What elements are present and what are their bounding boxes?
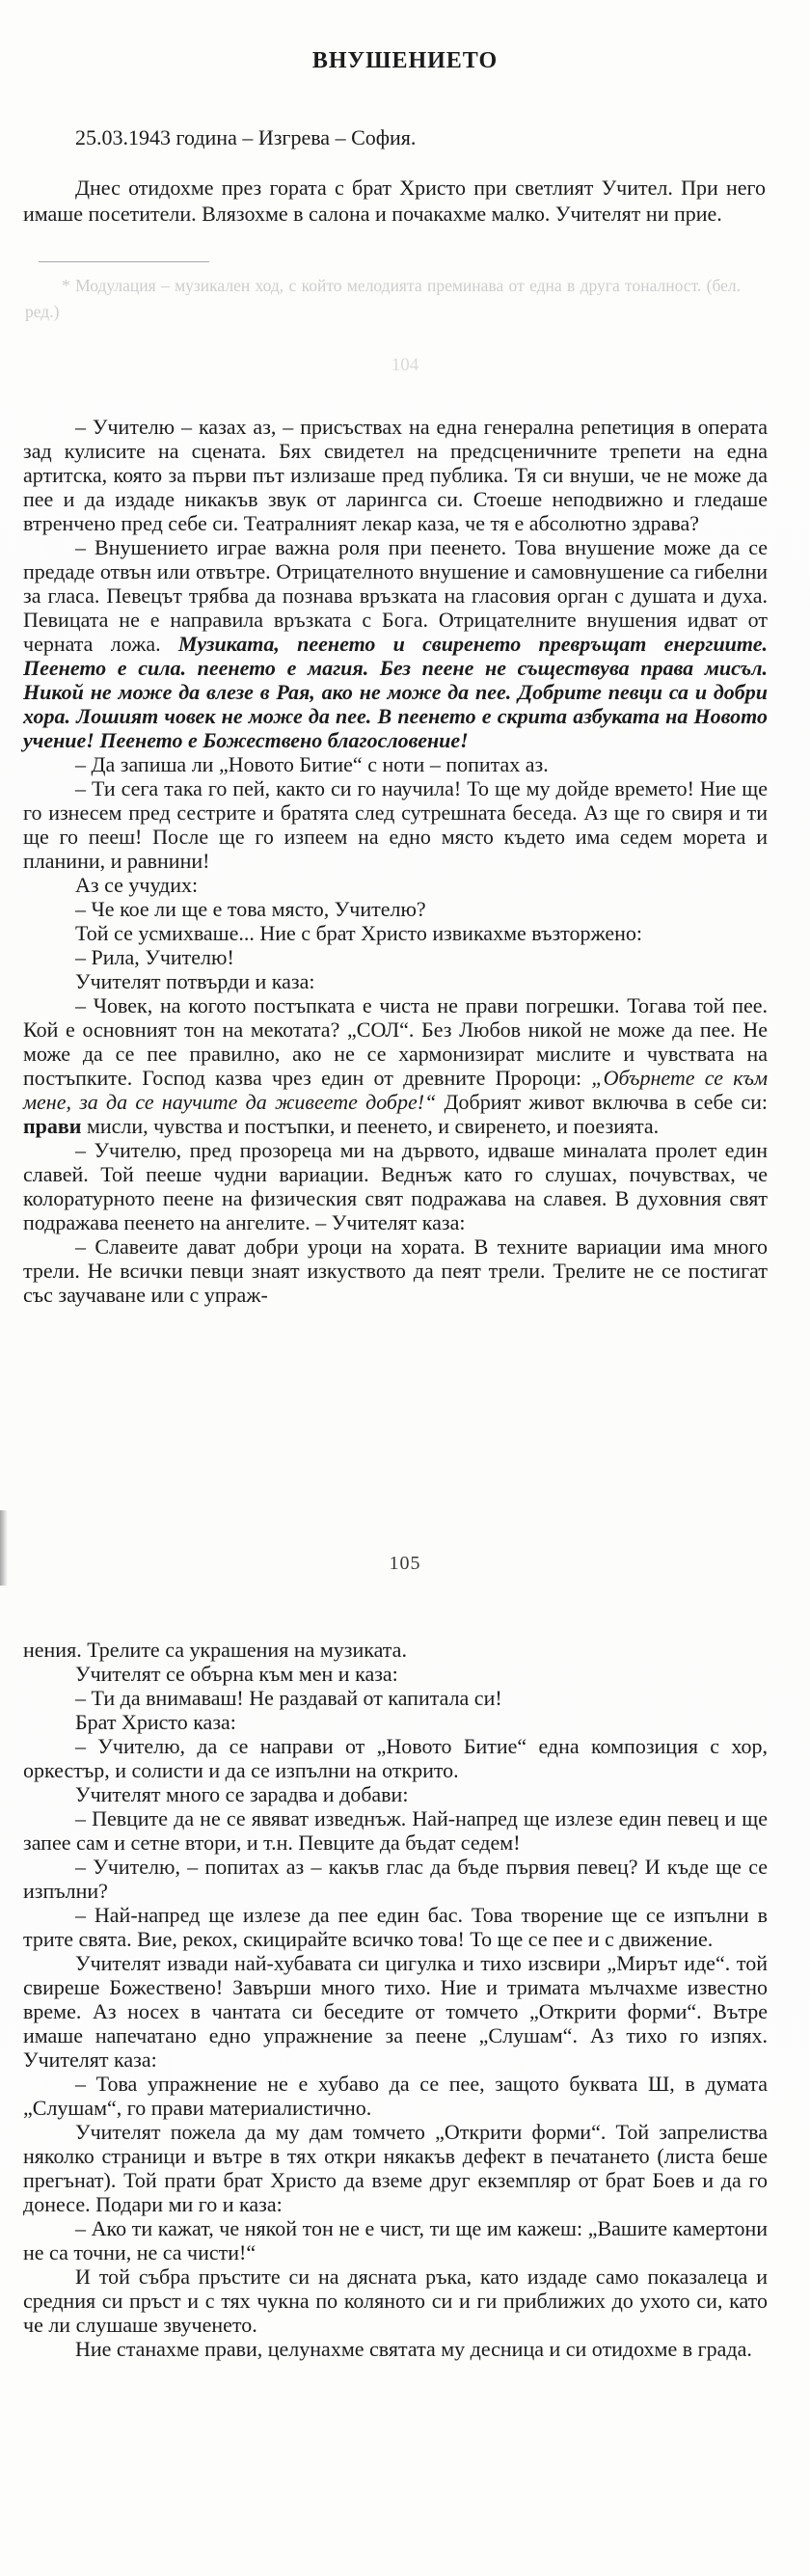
text-run: Учителят потвърди и каза: bbox=[75, 969, 315, 993]
text-run: Учителят пожела да му дам томчето „Открити форми“. Той запрелиства няколко страници и вътре в тях откри някакъв дефект в печатането (листа беше прегънат). Той прати брат Христо да вземе друг екземпляр от брат Боев и да го донесе. Подари ми го и каза: bbox=[23, 2120, 768, 2216]
paragraph bbox=[23, 776, 768, 873]
paragraph bbox=[23, 1234, 768, 1307]
text-run: Учителят се обърна към мен и каза: bbox=[75, 1662, 398, 1686]
text-run: мисли, чувства и постъпки, и пеенето, и свиренето, и поезията. bbox=[81, 1114, 660, 1138]
paragraph bbox=[23, 873, 768, 897]
paragraph bbox=[23, 921, 768, 945]
paragraph bbox=[23, 2072, 768, 2120]
text-run: – Учителю – казах аз, – присъствах на една генерална репетиция в операта зад кулисите на сцената. Бях свидетел на предсценичните трепети на една артитска, която за първи път излизаше пред публика. Тя си внуши, че не може да пее и да издаде никакъв звук от ларингса си. Стоеше неподвижно и гледаше втренчено пред себе си. Театралният лекар каза, че тя е абсолютно здрава? bbox=[23, 415, 768, 535]
text-run: – Певците да не се явяват изведнъж. Най-напред ще излезе един певец и ще запее сам и сетне втори, и т.н. Певците да бъдат седем! bbox=[23, 1806, 768, 1855]
paragraph bbox=[23, 2120, 768, 2216]
intro-paragraph: Днес отидохме през гората с брат Христо при светлият Учител. При него имаше посетители. Влязохме в салона и почакахме малко. Учителят ни прие. bbox=[23, 176, 766, 226]
paragraph bbox=[23, 897, 768, 921]
paragraph bbox=[23, 1138, 768, 1234]
dateline: 25.03.1943 година – Изгрева – София. bbox=[75, 125, 417, 149]
text-run: нения. Трелите са украшения на музиката. bbox=[23, 1638, 407, 1662]
paragraph bbox=[23, 1686, 768, 1710]
text-run: – Ти да внимаваш! Не раздавай от капитала си! bbox=[75, 1686, 502, 1710]
paragraph bbox=[23, 945, 768, 969]
text-run: – Че кое ли ще е това място, Учителю? bbox=[75, 897, 426, 921]
text-run: – Внушението играе важна роля при пеенето. Това внушение може да се предаде отвън или отвътре. Отрицателното внушение и самовнушение са гибелни за гласа. Певецът трябва да познава връзката на гласовия орган с душата и духа. Певицата не е направила връзката с Бога. Отрицателните внушения идват от черната ложа. bbox=[23, 535, 768, 656]
page-106-text-block bbox=[23, 1638, 768, 2361]
text-run: „Обърнете се към мене, за да се научите да живеете добре!“ bbox=[23, 1066, 768, 1114]
paragraph bbox=[23, 1903, 768, 1951]
text-run: – Това упражнение не е хубаво да се пее, защото буквата Ш, в думата „Слушам“, го прави материалистично. bbox=[23, 2072, 768, 2120]
paragraph bbox=[23, 752, 768, 776]
paragraph bbox=[23, 1638, 768, 1662]
text-run: – Славеите дават добри уроци на хората. В техните вариации има много трели. Не всички певци знаят изкуството да пеят трели. Трелите не се постигат със заучаване или с упраж- bbox=[23, 1234, 768, 1307]
text-run: Добрият живот включва в себе си: bbox=[436, 1090, 769, 1114]
page-title: ВНУШЕНИЕТО bbox=[311, 48, 499, 73]
text-run: Аз се учудих: bbox=[75, 873, 199, 897]
text-run: Музиката, пеенето и свиренето превръщат енергиите. Пеенето е сила. пеенето е магия. Без пеене не съществува права мисъл. Никой не може да влезе в Рая, ако не може да пее. Добрите певци са и добри хора. Лошият човек не може да пее. В пеенето е скрита азбуката на Новото учение! Пеенето е Божествено благословение! bbox=[23, 632, 768, 752]
page-number: 105 bbox=[389, 1553, 421, 1574]
text-run: – Ако ти кажат, че някой тон не е чист, ти ще им кажеш: „Вашите камертони не са точни, не са чисти!“ bbox=[23, 2216, 768, 2264]
text-run: Ние станахме прави, целунахме святата му десница и си отидохме в града. bbox=[75, 2337, 752, 2361]
scan-edge-shadow bbox=[0, 1510, 8, 1586]
text-run: – Най-напред ще излезе да пее един бас. Това творение ще се изпълни в трите свята. Вие, рекох, скицирайте всичко това! То ще се пее и с движение. bbox=[23, 1903, 768, 1951]
paragraph bbox=[23, 993, 768, 1138]
text-run: – Да запиша ли „Новото Битие“ с ноти – попитах аз. bbox=[75, 752, 549, 776]
paragraph bbox=[23, 969, 768, 993]
paragraph bbox=[23, 2337, 768, 2361]
paragraph bbox=[23, 1951, 768, 2072]
text-run: Учителят много се зарадва и добави: bbox=[75, 1782, 409, 1806]
faded-footnote-bleedthrough: * Модулация – музикален ход, с който мелодията преминава от една в друга тоналност. (бел. ред.) bbox=[25, 276, 741, 321]
text-run: – Рила, Учителю! bbox=[75, 945, 234, 969]
text-run: – Ти сега така го пей, както си го научила! То ще му дойде времето! Ние ще го изнесем пред сестрите и братята след сутрешната беседа. Аз ще го свиря и ти ще го пееш! После ще го изпеем на едно място където има седем морета и планини, и равнини! bbox=[23, 776, 768, 873]
text-run: И той събра пръстите си на дясната ръка, като издаде само показалеца и средния си пръст и с тях чукна по коляното си и ги приближих до ухото си, като че ли слушаше звученето. bbox=[23, 2264, 768, 2337]
paragraph bbox=[23, 1734, 768, 1782]
paragraph bbox=[23, 1662, 768, 1686]
paragraph bbox=[23, 1855, 768, 1903]
paragraph bbox=[23, 1710, 768, 1734]
paragraph bbox=[23, 535, 768, 752]
text-run: Той се усмихваше... Ние с брат Христо извикахме възторжено: bbox=[75, 921, 643, 945]
paragraph bbox=[23, 1806, 768, 1855]
paragraph bbox=[23, 415, 768, 535]
footnote-separator-rule bbox=[39, 261, 209, 262]
text-run: – Учителю, да се направи от „Новото Битие“ една композиция с хор, оркестър, и солисти и да се изпълни на открито. bbox=[23, 1734, 768, 1782]
text-run: прави bbox=[23, 1114, 82, 1138]
text-run: – Учителю, – попитах аз – какъв глас да бъде първия певец? И къде ще се изпълни? bbox=[23, 1855, 768, 1903]
text-run: – Човек, на когото постъпката е чиста не прави погрешки. Тогава той пее. Кой е основният тон на мекотата? „СОЛ“. Без Любов никой не може да пее. Не може да се пее правилно, ако не се хармонизират мислите и чувствата на постъпките. Господ казва чрез един от древните Пророци: bbox=[23, 993, 768, 1090]
page-105-text-block bbox=[23, 415, 768, 1307]
paragraph bbox=[23, 2216, 768, 2264]
text-run: Учителят извади най-хубавата си цигулка и тихо изсвири „Мирът иде“. той свиреше Божествено! Завърши много тихо. Ние и тримата мълчахме известно време. Аз носех в чантата си беседите от томчето „Открити форми“. Вътре имаше напечатано едно упражнение за пеене „Слушам“. Аз тихо го изпях. Учителят каза: bbox=[23, 1951, 768, 2072]
paragraph bbox=[23, 1782, 768, 1806]
text-run: – Учителю, пред прозореца ми на дървото, идваше миналата пролет един славей. Той пееше чудни вариации. Веднъж като го слушах, почувствах, че колоратурното пеене на физическия свят подражава на славея. В духовния свят подражава пеенето на ангелите. – Учителят каза: bbox=[23, 1138, 768, 1234]
faded-page-number-bleedthrough: 104 bbox=[391, 355, 419, 375]
paragraph bbox=[23, 2264, 768, 2337]
text-run: Брат Христо каза: bbox=[75, 1710, 236, 1734]
